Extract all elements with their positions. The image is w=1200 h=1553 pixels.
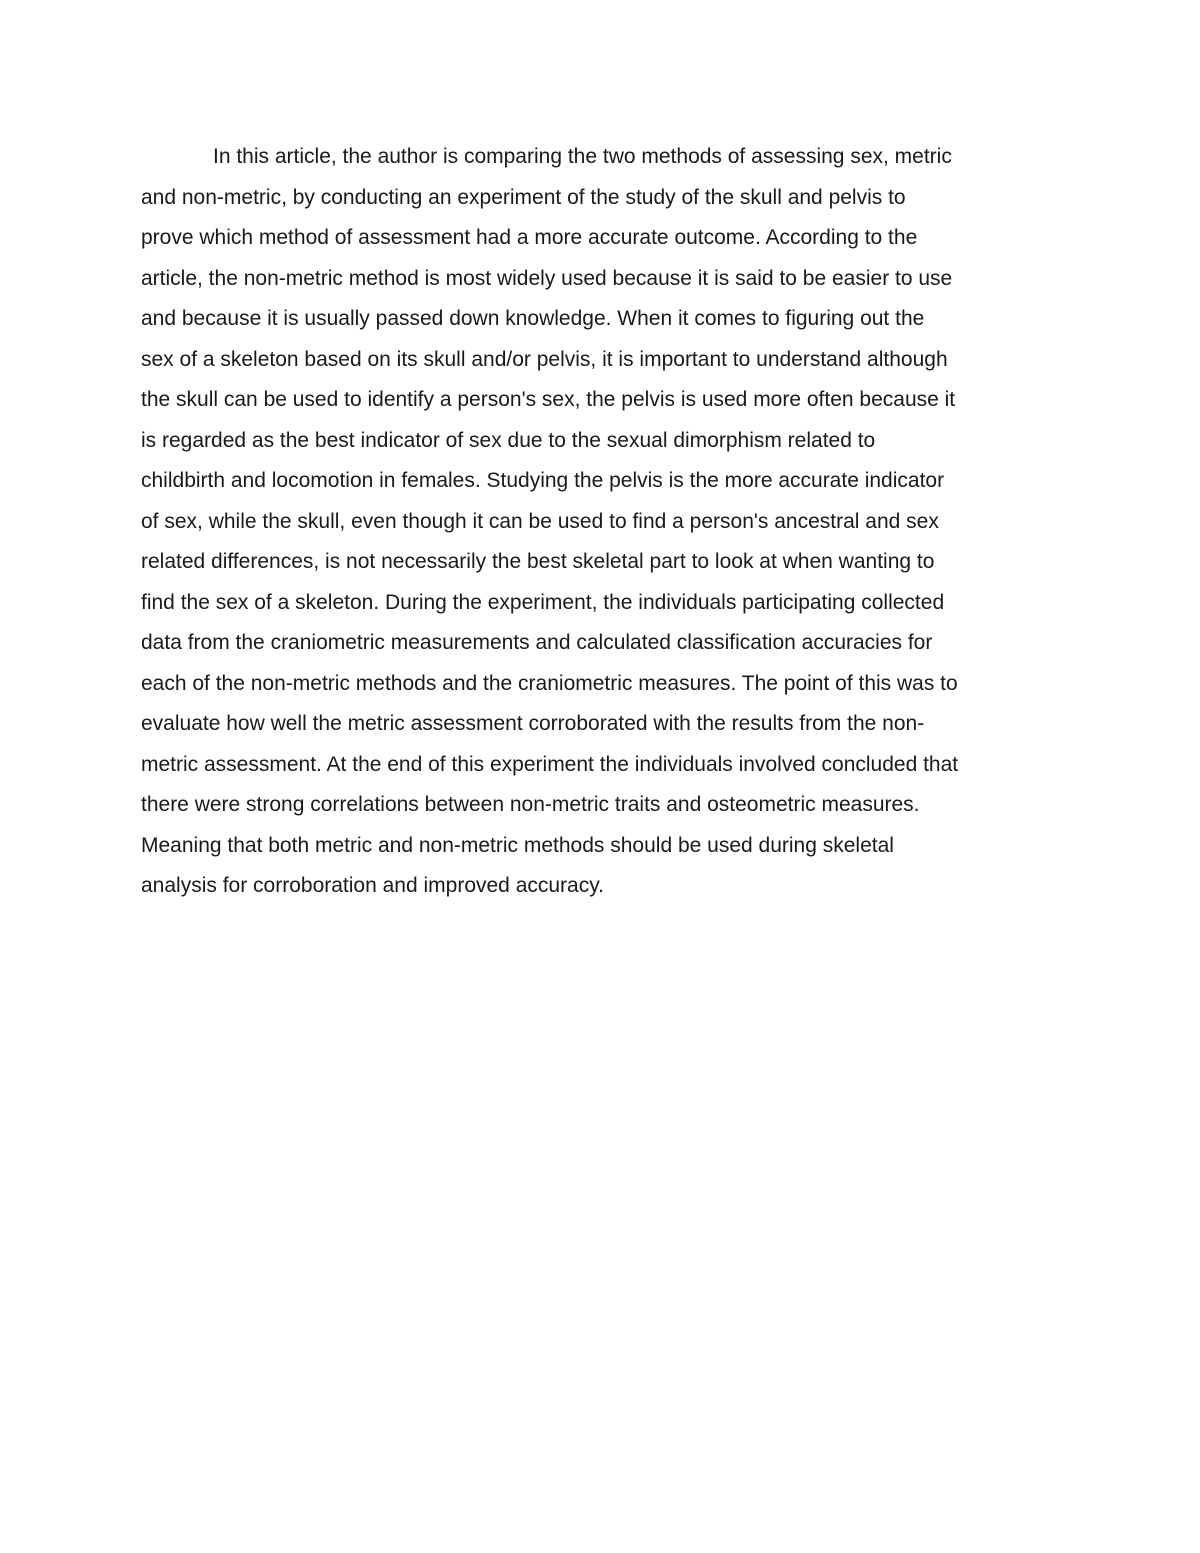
paragraph-line: evaluate how well the metric assessment corroborated with the results from the non- <box>141 712 925 735</box>
paragraph-line: of sex, while the skull, even though it can be used to find a person's ancestral and sex <box>141 509 939 533</box>
paragraph-line: analysis for corroboration and improved accuracy. <box>141 874 604 897</box>
paragraph-line: article, the non-metric method is most widely used because it is said to be easier to use <box>141 266 953 290</box>
paragraph-line: sex of a skeleton based on its skull and/or pelvis, it is important to understand although <box>141 347 948 371</box>
paragraph-line: data from the craniometric measurements and calculated classification accuracies for <box>141 631 933 654</box>
paragraph-line: find the sex of a skeleton. During the experiment, the individuals participating collected <box>141 590 945 614</box>
paragraph-line: and non-metric, by conducting an experiment of the study of the skull and pelvis to <box>141 185 906 209</box>
paragraph-line: is regarded as the best indicator of sex due to the sexual dimorphism related to <box>141 428 876 452</box>
paragraph-line: Meaning that both metric and non-metric methods should be used during skeletal <box>141 833 894 857</box>
paragraph-line: metric assessment. At the end of this experiment the individuals involved concluded that <box>141 752 959 776</box>
paragraph-line: the skull can be used to identify a person's sex, the pelvis is used more often because it <box>141 388 956 411</box>
paragraph-line: In this article, the author is comparing the two methods of assessing sex, metric <box>213 145 952 168</box>
paragraph-line: childbirth and locomotion in females. Studying the pelvis is the more accurate indicator <box>141 469 945 492</box>
paragraph-line: and because it is usually passed down knowledge. When it comes to figuring out the <box>141 307 925 330</box>
paragraph-line: prove which method of assessment had a more accurate outcome. According to the <box>141 226 918 249</box>
body-paragraph <box>141 137 1071 907</box>
paragraph-line: there were strong correlations between non-metric traits and osteometric measures. <box>141 793 920 816</box>
paragraph-line: related differences, is not necessarily the best skeletal part to look at when wanting to <box>141 550 935 573</box>
paragraph-line: each of the non-metric methods and the craniometric measures. The point of this was to <box>141 671 958 695</box>
